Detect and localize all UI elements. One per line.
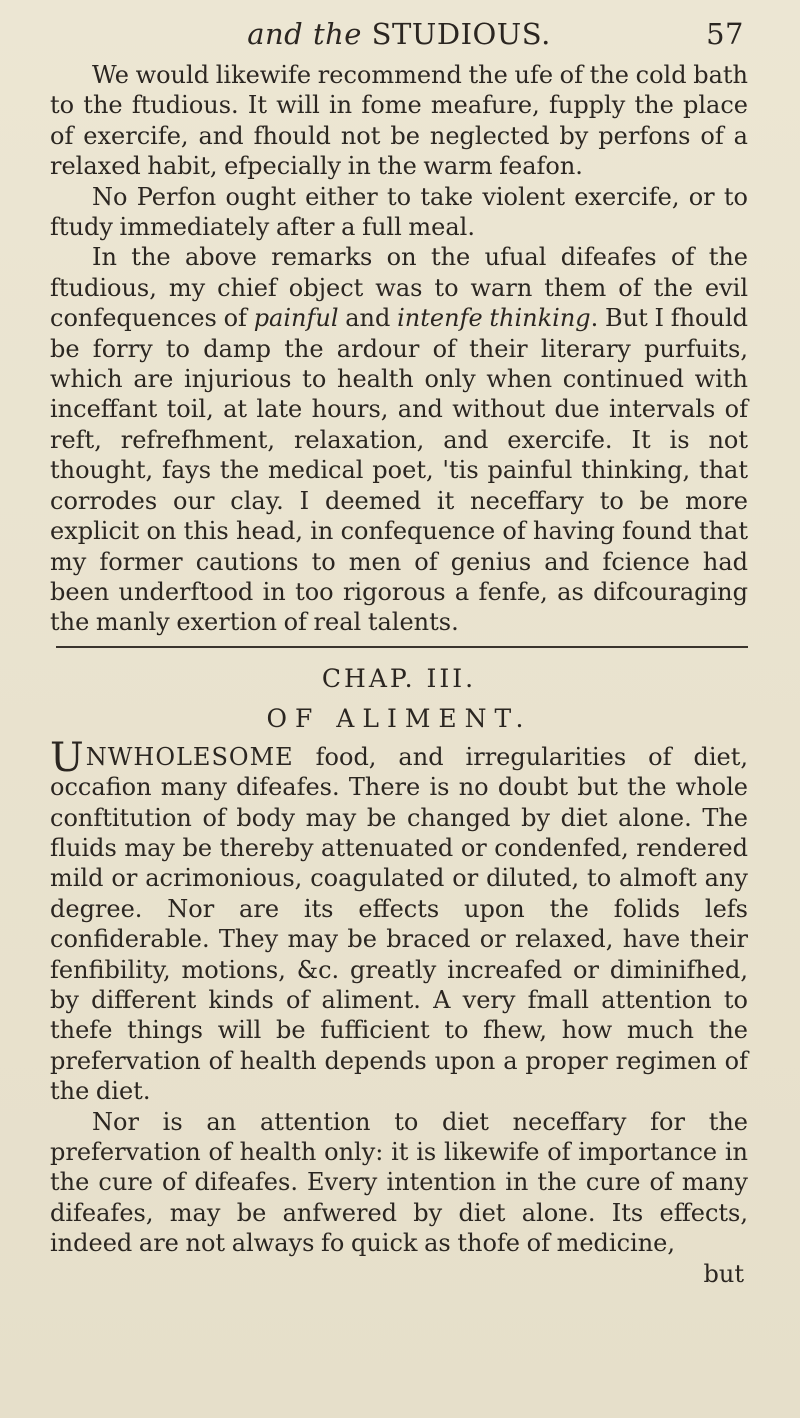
drop-cap: U (50, 734, 84, 781)
remarks-text-1: In the above remarks on the ufual difeafes of the ftudious, my chief object was to warn them of the evil confequences of (50, 243, 748, 333)
remarks-text-3: . But I fhould be forry to damp the ardour of their literary purfuits, which are injurious to health only when continued with inceffant toil, at late hours, and without due intervals of reft, refrefhment, relaxation, and exercife. It is not thought, fays the medical poet, 'tis painful thinking, that corrodes our clay. I deemed it neceffary to be more explicit on this head, in confequence of having found that my former cautions to men of genius and fcience had been underftood in too rigorous a fenfe, as difcouraging the manly exertion of real talents. (50, 304, 748, 637)
text-block-top (50, 60, 748, 638)
paragraph-attention-to-diet: Nor is an attention to diet neceffary for the prefervation of health only: it is likewife of importance in the cure of difeafes. Every intention in the cure of many difeafes, may be anfwered by diet alone. Its effects, indeed are not always fo quick as thofe of medicine, (50, 1107, 748, 1258)
paragraph-remarks (50, 242, 748, 637)
remarks-text-2: and (338, 304, 398, 333)
remarks-italic-intense-thinking: intenfe thinking (397, 304, 591, 333)
running-head-prefix: and the (247, 17, 362, 51)
chapter-subtitle: OF ALIMENT. (266, 703, 532, 733)
running-head-title: STUDIOUS. (371, 17, 551, 51)
chapter-title: CHAP. III. (321, 663, 477, 693)
remarks-italic-painful: painful (253, 304, 339, 333)
paragraph-lead-word: NWHOLESOME (85, 742, 294, 771)
paragraph-cold-bath: We would likewife recommend the ufe of the cold bath to the ftudious. It will in fome meafure, fupply the place of exercife, and fhould not be neglected by perfons of a relaxed habit, efpecially in the warm feafon. (50, 61, 748, 181)
paragraph-unwholesome-text: food, and irregularities of diet, occafion many difeafes. There is no doubt but the whole conftitution of body may be changed by diet alone. The fluids may be thereby attenuated or condenfed, rendered mild or acrimonious, coagulated or diluted, to almoft any degree. Nor are its effects upon the folids lefs confiderable. They may be braced or relaxed, have their fenfibility, motions, &c. greatly increafed or diminifhed, by different kinds of aliment. A very fmall attention to thefe things will be fufficient to fhew, how much the prefervation of health depends upon a proper regimen of the diet. (50, 742, 748, 1106)
paragraph-unwholesome-food (50, 734, 748, 1107)
running-head (50, 14, 748, 60)
text-block-chapter (50, 734, 748, 1259)
catchword: but (703, 1259, 744, 1288)
paragraph-violent-exercise: No Perfon ought either to take violent exercife, or to ftudy immediately after a full meal. (50, 182, 748, 242)
section-rule (56, 646, 748, 648)
page-number: 57 (706, 17, 744, 51)
